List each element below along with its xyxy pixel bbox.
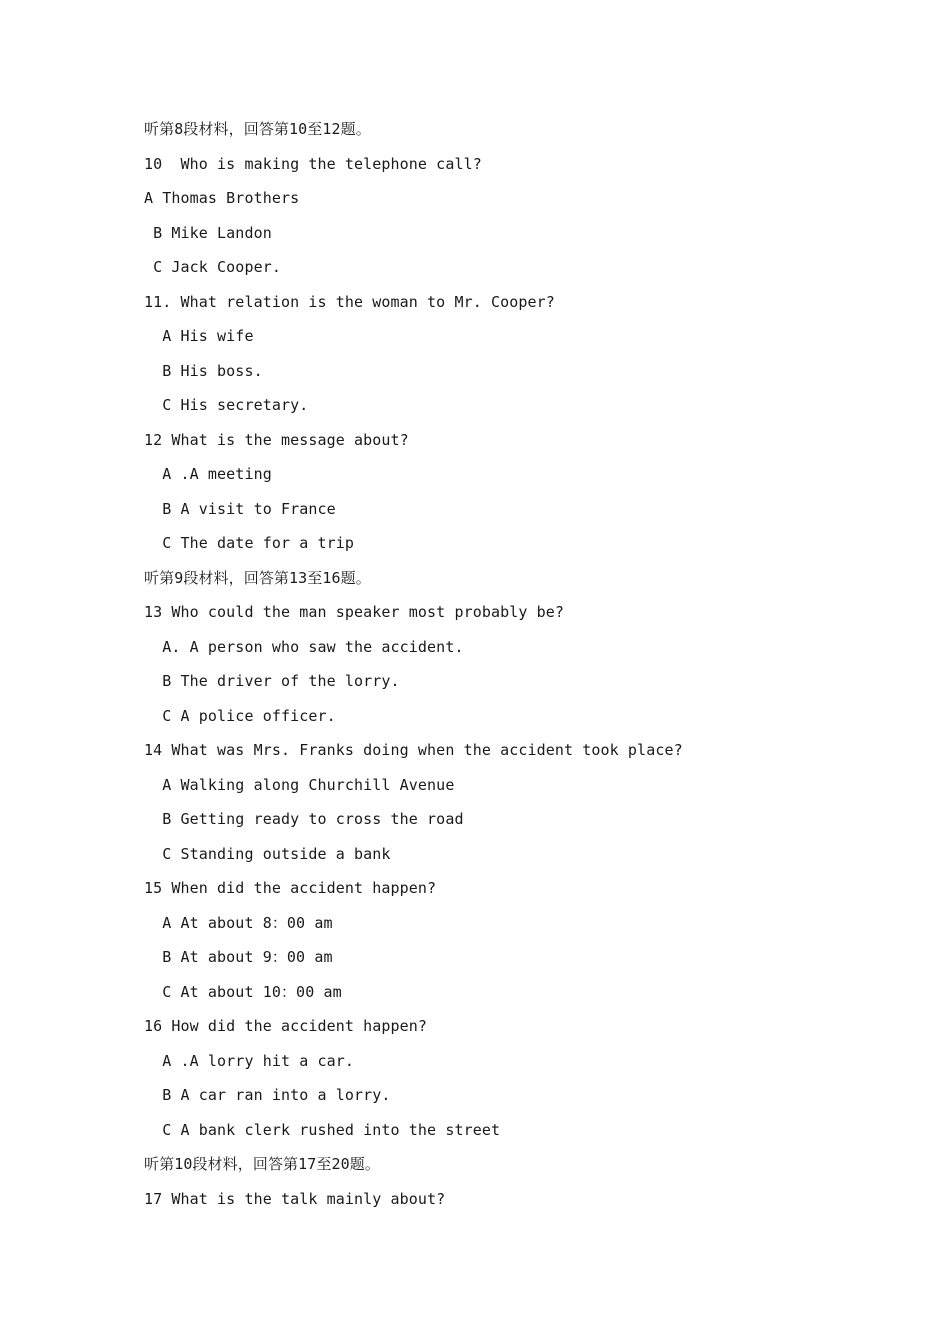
option-13-b: B The driver of the lorry. — [144, 672, 400, 690]
option-14-a: A Walking along Churchill Avenue — [144, 776, 455, 794]
question-11: 11. What relation is the woman to Mr. Cooper? — [144, 293, 555, 311]
question-16: 16 How did the accident happen? — [144, 1017, 428, 1035]
option-12-b: B A visit to France — [144, 500, 336, 518]
option-16-b: B A car ran into a lorry. — [144, 1086, 391, 1104]
option-12-a: A .A meeting — [144, 465, 272, 483]
section-heading-8: 听第8段材料，回答第10至12题。 — [144, 120, 371, 138]
option-16-c: C A bank clerk rushed into the street — [144, 1121, 501, 1139]
question-15: 15 When did the accident happen? — [144, 879, 437, 897]
option-15-b: B At about 9：00 am — [144, 948, 333, 966]
question-10: 10 Who is making the telephone call? — [144, 155, 482, 173]
question-17: 17 What is the talk mainly about? — [144, 1190, 446, 1208]
question-12: 12 What is the message about? — [144, 431, 409, 449]
option-10-a: A Thomas Brothers — [144, 189, 300, 207]
option-14-c: C Standing outside a bank — [144, 845, 391, 863]
question-14: 14 What was Mrs. Franks doing when the accident took place? — [144, 741, 683, 759]
option-13-c: C A police officer. — [144, 707, 336, 725]
option-11-a: A His wife — [144, 327, 254, 345]
option-12-c: C The date for a trip — [144, 534, 355, 552]
section-heading-10: 听第10段材料，回答第17至20题。 — [144, 1155, 380, 1173]
option-16-a: A .A lorry hit a car. — [144, 1052, 355, 1070]
option-14-b: B Getting ready to cross the road — [144, 810, 464, 828]
option-15-c: C At about 10：00 am — [144, 983, 342, 1001]
option-10-c: C Jack Cooper. — [144, 258, 281, 276]
section-heading-9: 听第9段材料，回答第13至16题。 — [144, 569, 371, 587]
option-11-c: C His secretary. — [144, 396, 309, 414]
option-11-b: B His boss. — [144, 362, 263, 380]
option-15-a: A At about 8：00 am — [144, 914, 333, 932]
option-10-b: B Mike Landon — [144, 224, 272, 242]
question-13: 13 Who could the man speaker most probably be? — [144, 603, 565, 621]
option-13-a: A. A person who saw the accident. — [144, 638, 464, 656]
